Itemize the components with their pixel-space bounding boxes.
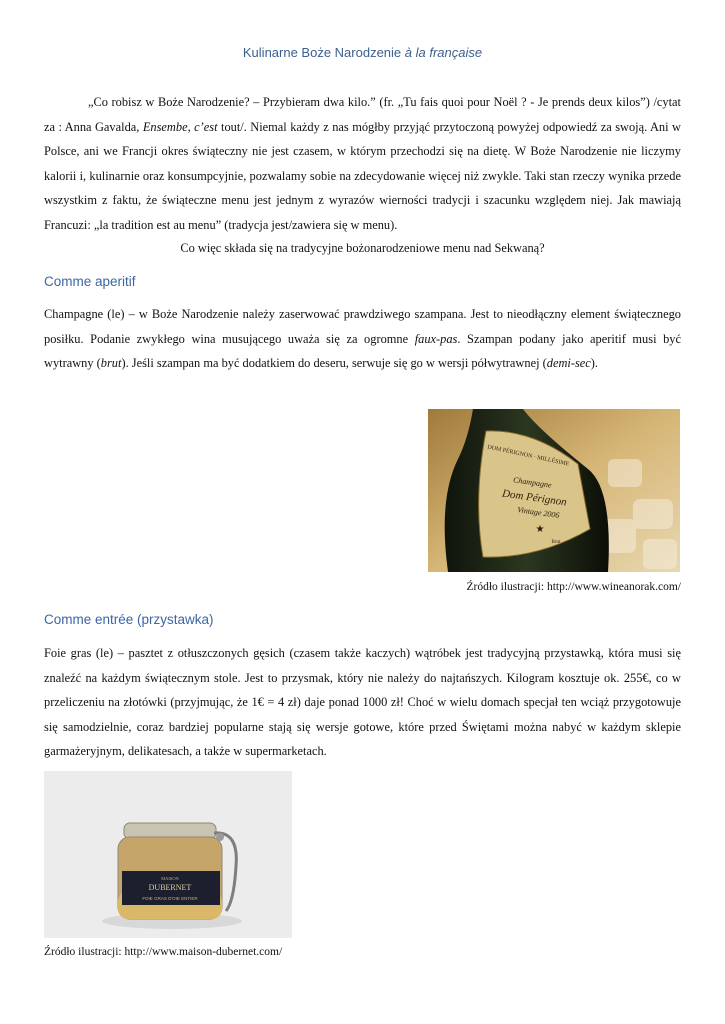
jar-label-top: MAISON (161, 876, 179, 881)
label-line-4: Brut (551, 540, 561, 545)
star-icon: ★ (535, 524, 545, 535)
label-line-1: Champagne (512, 475, 553, 490)
jar-label-brand: DUBERNET (148, 883, 192, 892)
label-line-2: Dom Pérignon (501, 487, 568, 509)
foie-gras-caption: Źródło ilustracji: http://www.maison-dubernet.com/ (44, 946, 283, 958)
intro-question: Co więc składa się na tradycyjne bożonarodzeniowe menu nad Sekwaną? (180, 241, 545, 255)
intro-paragraph (44, 90, 681, 238)
aperitif-text-1: Champagne (le) – w Boże Narodzenie należy zaserwować prawdziwego szampana. Jest to nieodłączny element świątecznego posiłku. Podanie zwykłego wina musującego uważa się za ogromne (44, 307, 681, 346)
section-heading-aperitif: Comme aperitif (44, 274, 136, 289)
label-line-3: Vintage 2006 (516, 505, 560, 520)
document-title (0, 45, 725, 60)
intro-text-b: tout/. Niemal każdy z nas mógłby przyjąć przytoczoną powyżej odpowiedź za swoją. Ani w Polsce, ani we Francji okres świąteczny nie jest czasem, w którym przechodzi się na dietę. W Boże Narodzenie nie liczymy kalorii i, kulinarnie oraz konsumpcyjnie, pozwalamy sobie na zdecydowanie więcej niż zwykle. Taki stan rzeczy wynika przede wszystkim z faktu, że świąteczne menu jest jednym z wyrazów wierności tradycji i szacunku względem niej. Jak mawiają Francuzi: „la tradition est au menu” (tradycja jest/zawiera się w menu). (44, 119, 681, 232)
aperitif-text-3: . Szampan podany jako aperitif musi być wytrawny ( (44, 331, 681, 371)
aperitif-text-brut: brut (100, 356, 122, 371)
aperitif-text-5: ). Jeśli szampan ma być dodatkiem do deseru, serwuje się go w wersji półwytrawnej ( (121, 356, 547, 371)
champagne-photo (428, 409, 680, 572)
section-heading-entree: Comme entrée (przystawka) (44, 612, 214, 627)
jar-label-sub: FOIE GRAS D'OIE ENTIER (142, 896, 198, 901)
title-main: Kulinarne Boże Narodzenie (242, 45, 405, 60)
intro-text-a: „Co robisz w Boże Narodzenie? – Przybieram dwa kilo.” (fr. „Tu fais quoi pour Noël ? - Je prends deux kilos”) /cytat za : Anna Gavalda, (44, 95, 681, 134)
aperitif-text-fauxpas: faux-pas (414, 331, 458, 346)
aperitif-text-7: ). (590, 356, 599, 371)
label-top-text: DOM PÉRIGNON · MILLÉSIME (486, 444, 570, 468)
aperitif-text-demisec: demi-sec (546, 356, 591, 371)
aperitif-paragraph (44, 302, 681, 376)
intro-text-italic: Ensembe, c’est (142, 119, 218, 134)
title-italic: à la française (404, 45, 483, 60)
foie-gras-photo (44, 771, 292, 938)
champagne-caption: Źródło ilustracji: http://www.wineanorak.com/ (466, 581, 681, 593)
entree-paragraph: Foie gras (le) – pasztet z otłuszczonych gęsich (czasem także kaczych) wątróbek jest tradycyjną przystawką, która musi się znaleźć na każdym świątecznym stole. Jest to przysmak, który nie należy do najtańszych. Kilogram kosztuje ok. 255€, co w przeliczeniu na złotówki (przyjmując, że 1€ = 4 zł) daje ponad 1000 zł! Choć w wielu domach specjał ten wciąż przygotowuje się samodzielnie, coraz bardziej popularne stają się wersje gotowe, które przed Świętami można nabyć w każdym sklepie garmażeryjnym, delikatesach, a także w supermarketach. (44, 646, 681, 759)
